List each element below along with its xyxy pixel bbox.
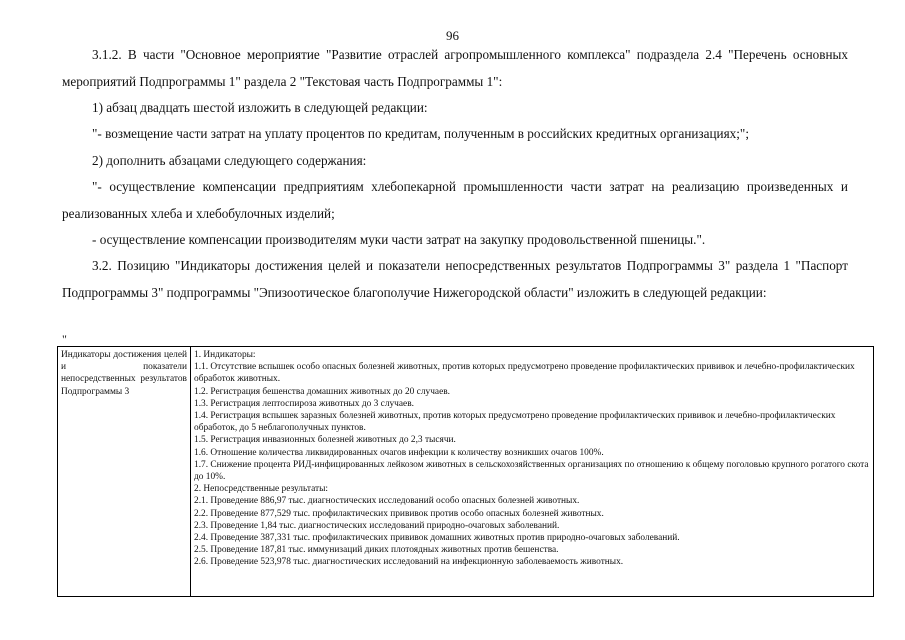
opening-quote: " bbox=[62, 332, 67, 346]
indicator-1-1: 1.1. Отсутствие вспышек особо опасных болезней животных, против которых предусмотрено проведение профилактических прививок и лечебно-профилактических обработок животных. bbox=[194, 362, 855, 385]
paragraph-item-2: 2) дополнить абзацами следующего содержания: bbox=[92, 153, 367, 168]
result-2-1: 2.1. Проведение 886,97 тыс. диагностических исследований особо опасных болезней животных. bbox=[194, 496, 580, 507]
indicator-1-6: 1.6. Отношение количества ликвидированных очагов инфекции к количеству возникших очагов 100%. bbox=[194, 447, 604, 458]
table-right-cell bbox=[191, 347, 874, 597]
paragraph-quote-reimbursement: "- возмещение части затрат на уплату процентов по кредитам, полученным в российских кредитных организациях;"; bbox=[92, 126, 749, 141]
result-2-2: 2.2. Проведение 877,529 тыс. профилактических прививок против особо опасных болезней животных. bbox=[194, 508, 604, 519]
indicator-1-3: 1.3. Регистрация лептоспироза животных до 3 случаев. bbox=[194, 398, 414, 409]
indicators-table bbox=[57, 346, 874, 597]
result-2-3: 2.3. Проведение 1,84 тыс. диагностических исследований природно-очаговых заболеваний. bbox=[194, 520, 560, 531]
result-2-5: 2.5. Проведение 187,81 тыс. иммунизаций диких плотоядных животных против бешенства. bbox=[194, 545, 559, 556]
table-left-cell: Индикаторы достижения целей и показатели непосредственных результатов Подпрограммы 3 bbox=[58, 347, 191, 597]
paragraph-item-1: 1) абзац двадцать шестой изложить в следующей редакции: bbox=[92, 100, 428, 115]
result-2-4: 2.4. Проведение 387,331 тыс. профилактических прививок домашних животных против природно-очаговых заболеваний. bbox=[194, 533, 680, 544]
results-heading: 2. Непосредственные результаты: bbox=[194, 484, 328, 495]
indicator-1-5: 1.5. Регистрация инвазионных болезней животных до 2,3 тысячи. bbox=[194, 435, 456, 446]
indicator-1-7: 1.7. Снижение процента РИД-инфицированных лейкозом животных в сельскохозяйственных организациях по отношению к общему поголовью крупного рогатого скота до 10%. bbox=[194, 459, 869, 483]
table-row bbox=[58, 347, 874, 597]
indicators-heading: 1. Индикаторы: bbox=[194, 350, 256, 360]
paragraph-3-2: 3.2. Позицию "Индикаторы достижения целей и показатели непосредственных результатов Подпрограммы 3" раздела 1 "Паспорт Подпрограммы 3" подпрограммы "Эпизоотическое благополучие Нижегородской области" изложить в следующей редакции: bbox=[62, 258, 848, 300]
indicator-1-4: 1.4. Регистрация вспышек заразных болезней животных, против которых предусмотрено проведение профилактических прививок и лечебно-профилактических обработок, до 5 неблагополучных пунктов. bbox=[194, 411, 836, 434]
paragraph-3-1-2: 3.1.2. В части "Основное мероприятие "Развитие отраслей агропромышленного комплекса" подраздела 2.4 "Перечень основных мероприятий Подпрограммы 1" раздела 2 "Текстовая часть Подпрограммы 1": bbox=[62, 47, 848, 89]
result-2-6: 2.6. Проведение 523,978 тыс. диагностических исследований на инфекционную заболеваемость животных. bbox=[194, 557, 624, 568]
page-number: 96 bbox=[446, 28, 459, 43]
indicator-1-2: 1.2. Регистрация бешенства домашних животных до 20 случаев. bbox=[194, 386, 451, 397]
paragraph-flour-compensation: - осуществление компенсации производителям муки части затрат на закупку продовольственной пшеницы.". bbox=[92, 232, 706, 247]
paragraph-bakery-compensation: "- осуществление компенсации предприятиям хлебопекарной промышленности части затрат на реализацию произведенных и реализованных хлеба и хлебобулочных изделий; bbox=[62, 179, 848, 221]
